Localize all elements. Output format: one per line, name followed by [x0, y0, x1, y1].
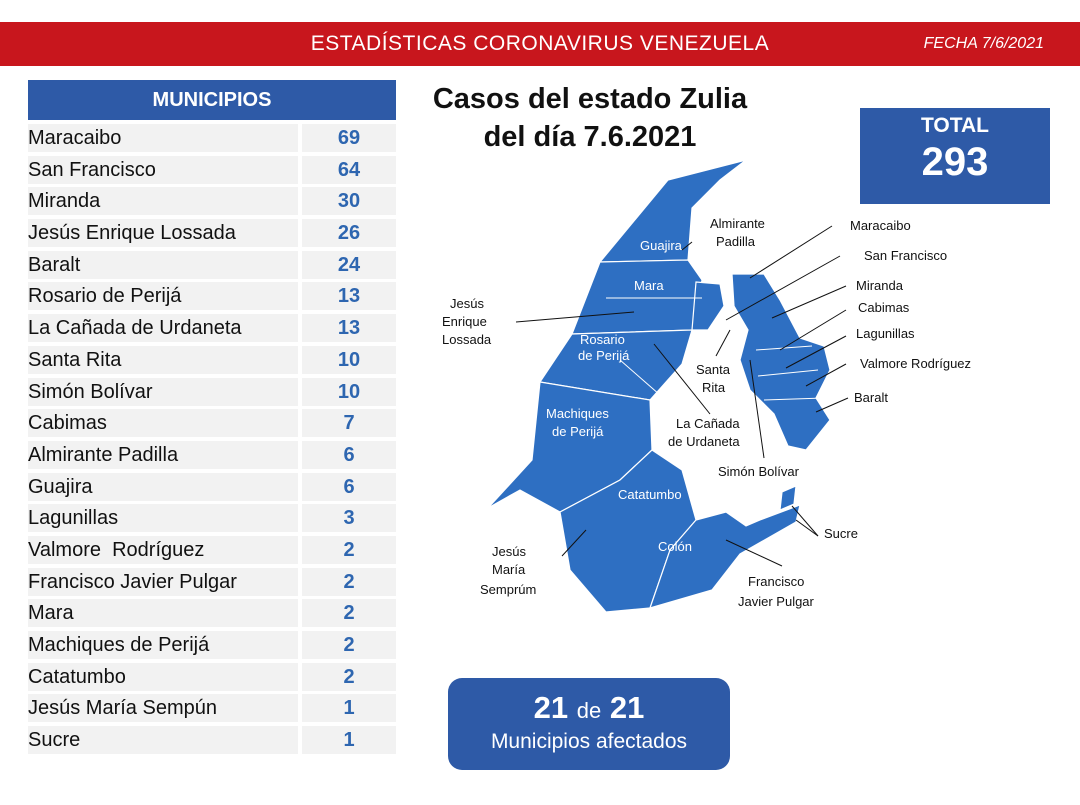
callout-san-francisco: San Francisco [864, 248, 948, 263]
header-bar [0, 22, 1080, 66]
region-maracaibo [692, 282, 724, 330]
municipio-name: Maracaibo [28, 124, 298, 152]
table-row [28, 312, 398, 344]
map-label-rosario-1: Rosario [580, 332, 625, 347]
municipio-name: Machiques de Perijá [28, 631, 298, 659]
map-label-rosario-2: de Perijá [578, 348, 630, 363]
callout-santa-rita-2: Rita [702, 380, 726, 395]
municipio-name: Simón Bolívar [28, 378, 298, 406]
region-sucre [780, 486, 796, 510]
table-row [28, 471, 398, 503]
callout-simon-bolivar: Simón Bolívar [718, 464, 799, 479]
municipio-name: Almirante Padilla [28, 441, 298, 469]
table-row [28, 692, 398, 724]
callout-valmore: Valmore Rodríguez [860, 356, 972, 371]
table-row [28, 502, 398, 534]
page-title: ESTADÍSTICAS CORONAVIRUS VENEZUELA [310, 32, 770, 55]
municipio-name: Jesús María Sempún [28, 694, 298, 722]
municipio-name: Guajira [28, 473, 298, 501]
callout-cabimas: Cabimas [858, 300, 910, 315]
table-row [28, 280, 398, 312]
municipio-name: Catatumbo [28, 663, 298, 691]
municipio-cases: 69 [302, 124, 396, 152]
table-row [28, 185, 398, 217]
map-label-machiques-2: de Perijá [552, 424, 604, 439]
report-date: FECHA 7/6/2021 [923, 35, 1044, 52]
map-label-colon: Colón [658, 539, 692, 554]
municipio-cases: 2 [302, 631, 396, 659]
municipio-name: San Francisco [28, 156, 298, 184]
municipio-cases: 7 [302, 409, 396, 437]
table-row [28, 217, 398, 249]
municipio-name: Santa Rita [28, 346, 298, 374]
map-title-line1: Casos del estado Zulia [432, 83, 748, 115]
callout-pulgar-2: Javier Pulgar [738, 594, 814, 609]
municipio-cases: 26 [302, 219, 396, 247]
callout-jesus-maria-3: Semprúm [480, 582, 537, 597]
callout-baralt: Baralt [854, 390, 888, 405]
municipio-cases: 6 [302, 441, 396, 469]
table-row [28, 407, 398, 439]
municipio-name: Cabimas [28, 409, 298, 437]
affected-count [448, 690, 730, 726]
table-row [28, 597, 398, 629]
total-label: TOTAL [920, 114, 990, 137]
municipio-cases: 1 [302, 726, 396, 754]
municipio-cases: 24 [302, 251, 396, 279]
table-row [28, 122, 398, 154]
municipio-name: Jesús Enrique Lossada [28, 219, 298, 247]
region-mara [572, 260, 702, 334]
callout-jesus-enrique-2: Enrique [442, 314, 487, 329]
municipio-cases: 13 [302, 282, 396, 310]
callout-almirante-1: Almirante [710, 216, 765, 231]
map-label-catatumbo: Catatumbo [618, 487, 682, 502]
affected-connector: de [576, 698, 602, 723]
municipio-cases: 64 [302, 156, 396, 184]
callout-maracaibo: Maracaibo [850, 218, 911, 233]
affected-label: Municipios afectados [490, 730, 688, 753]
table-row [28, 344, 398, 376]
municipio-name: Miranda [28, 187, 298, 215]
table-row [28, 724, 398, 756]
municipio-name: Valmore Rodríguez [28, 536, 298, 564]
table-row [28, 439, 398, 471]
table-row [28, 534, 398, 566]
table-row [28, 376, 398, 408]
callout-jesus-maria-1: Jesús [492, 544, 526, 559]
callout-sucre: Sucre [824, 526, 858, 541]
municipio-cases: 2 [302, 536, 396, 564]
affected-municipalities-box [448, 678, 730, 770]
municipio-name: Lagunillas [28, 504, 298, 532]
municipio-name: La Cañada de Urdaneta [28, 314, 298, 342]
municipio-cases: 10 [302, 378, 396, 406]
table-row [28, 566, 398, 598]
total-value: 293 [921, 140, 989, 184]
municipio-cases: 3 [302, 504, 396, 532]
callout-jesus-enrique-1: Jesús [450, 296, 484, 311]
table-row [28, 661, 398, 693]
callout-canada-1: La Cañada [676, 416, 740, 431]
callout-jesus-enrique-3: Lossada [442, 332, 492, 347]
map-title [410, 80, 770, 156]
callout-canada-2: de Urdaneta [668, 434, 740, 449]
callout-pulgar-1: Francisco [748, 574, 805, 589]
municipio-cases: 6 [302, 473, 396, 501]
municipios-table [28, 122, 398, 756]
municipio-cases: 1 [302, 694, 396, 722]
affected-total: 21 [609, 690, 645, 725]
callout-jesus-maria-2: María [492, 562, 526, 577]
municipio-name: Baralt [28, 251, 298, 279]
table-row [28, 629, 398, 661]
map-label-guajira: Guajira [640, 238, 682, 253]
region-east-coast [732, 274, 830, 450]
municipio-cases: 10 [302, 346, 396, 374]
zulia-map [420, 150, 1000, 630]
map-title-line2: del día 7.6.2021 [483, 121, 697, 153]
callout-santa-rita-1: Santa [696, 362, 730, 377]
municipio-cases: 2 [302, 663, 396, 691]
callout-miranda: Miranda [856, 278, 903, 293]
affected-number: 21 [533, 690, 569, 725]
municipio-cases: 2 [302, 568, 396, 596]
map-label-machiques-1: Machiques [546, 406, 609, 421]
callout-almirante-2: Padilla [716, 234, 756, 249]
table-row [28, 154, 398, 186]
municipio-name: Francisco Javier Pulgar [28, 568, 298, 596]
municipio-cases: 30 [302, 187, 396, 215]
table-row [28, 249, 398, 281]
municipio-name: Rosario de Perijá [28, 282, 298, 310]
callout-lagunillas: Lagunillas [856, 326, 915, 341]
map-label-mara: Mara [634, 278, 664, 293]
municipios-header: MUNICIPIOS [28, 80, 396, 120]
municipio-cases: 2 [302, 599, 396, 627]
municipio-name: Sucre [28, 726, 298, 754]
municipio-cases: 13 [302, 314, 396, 342]
municipio-name: Mara [28, 599, 298, 627]
